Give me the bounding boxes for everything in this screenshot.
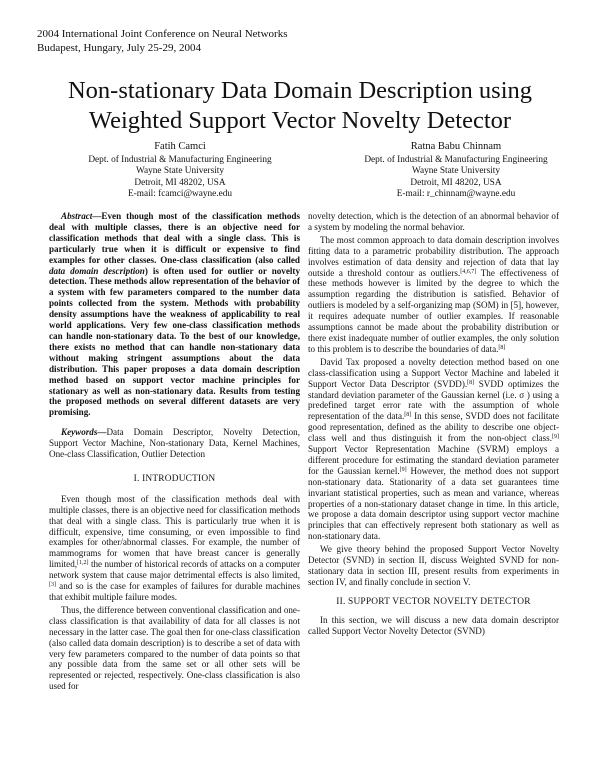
conference-line-2: Budapest, Hungary, July 25-29, 2004: [37, 42, 201, 54]
author-university: Wayne State University: [411, 166, 501, 177]
author-affiliation: Dept. of Industrial & Manufacturing Engineering: [88, 154, 272, 165]
left-column: [49, 211, 300, 692]
right-column: [308, 211, 559, 637]
keywords-label: Keywords: [61, 427, 98, 438]
intro-paragraph-1: Even though most of the classification methods deal with multiple classes, there is an objective need for classification methods that deal with a single class. This is particularly true when it is difficult, expensive, time consuming, or even impossible to find examples for other/abnormal classes. For example, the number of mammograms for women that have breast cancer is generally limited,[1,2] the number of historical records of attacks on a computer network system that cause major detrimental effects is also limited,[3] and so is the case for examples of failures for durable machines that exhibit multiple failure modes.: [49, 493, 301, 602]
author-university: Wayne State University: [135, 166, 225, 177]
intro-paragraph-continued: novelty detection, which is the detection of an abnormal behavior of a system by modeling the normal behavior.: [308, 211, 559, 232]
author-block-1: [40, 141, 320, 201]
section-heading-svnd: II. SUPPORT VECTOR NOVELTY DETECTOR: [336, 596, 531, 607]
intro-paragraph-3: The most common approach to data domain description involves fitting data to a parametric probability distribution. The approach involves estimation of data density and rejection of data that lay outside a threshold contour as outliers.[4,6,7] The effectiveness of these methods however is limited by the degree to which the assumption regarding the distribution is satisfied. Behavior of outliers is modeled by a self-organizing map (SOM) in [5], however, it requires adequate number of outlier examples. If reasonable assumptions cannot be made about the probability distribution or there exist inadequate number of outlier examples, the only solution to this problem is to describe the boundaries of data.[8]: [308, 234, 560, 354]
conference-line-1: 2004 International Joint Conference on Neural Networks: [37, 28, 288, 40]
title-line-1: Non-stationary Data Domain Description using: [67, 77, 533, 104]
intro-paragraph-2: Thus, the difference between conventional classification and one-class classification is that availability of data for all classes is not necessary in the latter case. The goal then for one-class classification (also called data domain description) is to describe a set of data with very few parameters compared to the number of data points so that any possible data from the same set or all other sets will be represented or rejected, respectively. One-class classification is also used for: [49, 604, 300, 692]
author-location: Detroit, MI 48202, USA: [134, 177, 226, 188]
author-location: Detroit, MI 48202, USA: [410, 177, 502, 188]
intro-paragraph-4: David Tax proposed a novelty detection method based on one class-classification using a Support Vector Machine and labeled it Support Vector Data Descriptor (SVDD).[8] SVDD optimizes the standard deviation parameter of the Gaussian kernel (i.e. σ ) using a predefined target error rate with the assumption of whole representation of the data.[8] In this sense, SVDD does not facilitate good representation, defined as the ability to describe one object-class well and thus distinguish it from the non-object class.[9] Support Vector Representation Machine (SVRM) employs a different procedure for estimating the standard deviation parameter for the Gaussian kernel.[9] However, the method does not support non-stationary data. Stationarity of a data set guarantees time invariant statistical properties, such as mean and variance, whereas properties of a non-stationary dataset change in time. In this article, we propose a data domain descriptor using support vector machine principles that can effectively represent both stationary as well as non-stationary data.: [308, 356, 559, 542]
author-name: Ratna Babu Chinnam: [410, 141, 502, 152]
author-block-2: [316, 141, 596, 201]
abstract: Abstract—Even though most of the classification methods deal with multiple classes, there is an objective need for classification methods that deal with a single class. This is particularly true when it is difficult or expensive to find examples for other classes. One-class classification (also called data domain description) is often used for outlier or novelty detection. These methods allow representation of the behavior of a system with few parameters compared to the number data points collected from the system. Methods with probability density assumptions have the weakness of applicability to real world applications. Very few one-class classification methods can handle non-stationary data. To the best of our knowledge, there exists no method that can handle non-stationary data without making stringent assumptions about the data distribution. This paper proposes a data domain description method based on support vector machine principles for stationary as well as non-stationary data. Results from testing the proposed methods on several different datasets are very promising.: [49, 211, 300, 418]
keywords: Keywords—Data Domain Descriptor, Novelty Detection, Support Vector Machine, Non-stationary Data, Kernel Machines, One-class Classification, Outlier Detection: [49, 427, 300, 460]
paper-title: [0, 76, 600, 136]
title-line-2: Weighted Support Vector Novelty Detector: [88, 107, 512, 134]
author-name: Fatih Camci: [154, 141, 206, 152]
abstract-label: Abstract: [61, 211, 93, 221]
intro-paragraph-5: We give theory behind the proposed Support Vector Novelty Detector (SVND) in section II, discuss Weighted SVND for non-stationary data in section III, present results from experiments in section IV, and finally conclude in section V.: [308, 544, 559, 587]
author-affiliation: Dept. of Industrial & Manufacturing Engineering: [364, 154, 548, 165]
conference-header: [37, 27, 287, 55]
author-email: E-mail: fcamci@wayne.edu: [127, 189, 233, 200]
svnd-paragraph-1: In this section, we will discuss a new data domain descriptor called Support Vector Novelty Detector (SVND): [308, 614, 559, 636]
section-heading-introduction: I. INTRODUCTION: [133, 473, 216, 484]
author-email: E-mail: r_chinnam@wayne.edu: [396, 189, 516, 200]
